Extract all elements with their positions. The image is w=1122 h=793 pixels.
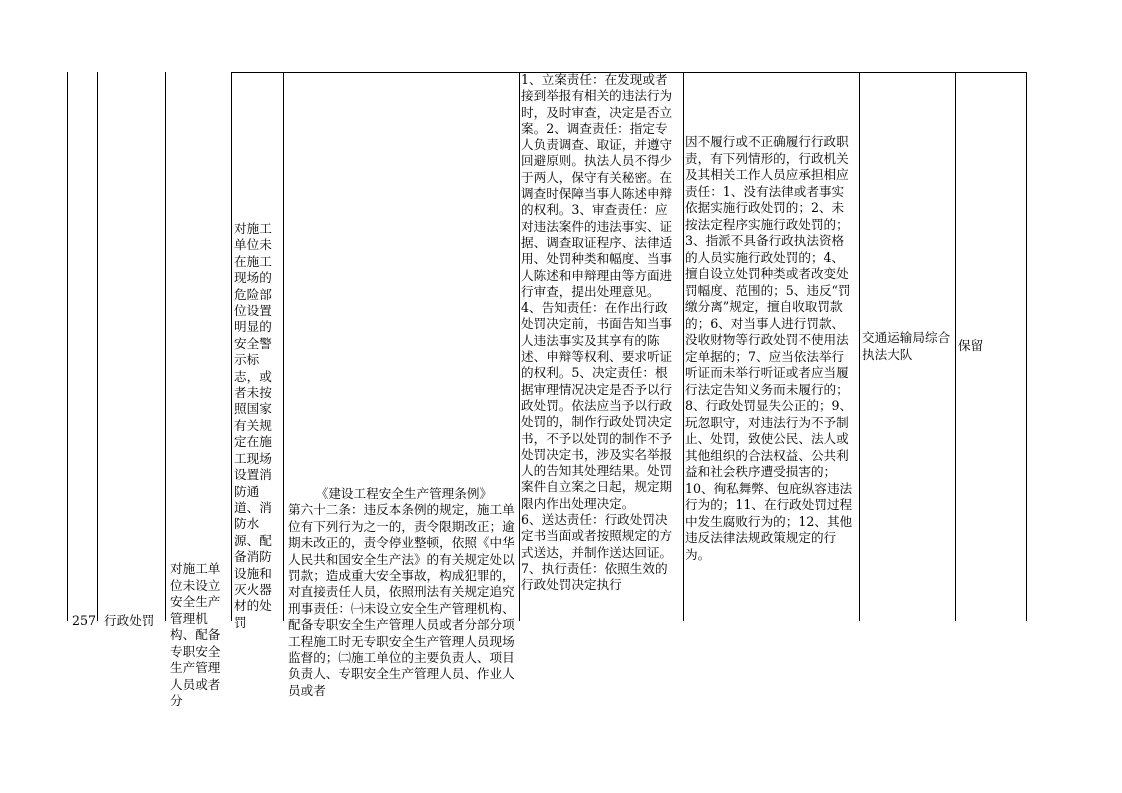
row-number-cell bbox=[68, 72, 97, 628]
responsibility-text: 1、立案责任：在发现或者接到举报有相关的违法行为时，及时审查，决定是否立案。2、调查责任：指定专人负责调查、取证，并遵守回避原则。执法人员不得少于两人，保守有关秘密。在调查时保障当事人陈述申辩的权利。3、审查责任：应对违法案件的违法事实、证据、调查取证程序、法律适用、处罚种类和幅度、当事人陈述和申辩理由等方面进行审查，提出处理意见。4、告知责任：在作出行政处罚决定前，书面告知当事人违法事实及其享有的陈述、申辩等权利、要求听证的权利。5、决定责任：根据审理情况决定是否予以行政处罚。依法应当予以行政处罚的，制作行政处罚决定书，不予以处罚的制作不予处罚决定书，涉及实名举报人的告知其处理结果。处罚案件自立案之日起，规定期限内作出处理决定。 6、送达责任：行政处罚决定书当面或者按照规定的方式送达，并制作送达回证。7、执行责任：依照生效的行政处罚决定执行 bbox=[521, 72, 673, 593]
legal-basis-body: 第六十二条：违反本条例的规定，施工单位有下列行为之一的，责令限期改正；逾期未改正的，责令停业整顿，依照《中华人民共和国安全生产法》的有关规定处以罚款；造成重大安全事故，构成犯罪的，对直接责任人员，依照刑法有关规定追究刑事责任：㈠未设立安全生产管理机构、配备专职安全生产管理人员或者分部分项工程施工时无专职安全生产管理人员现场监督的；㈡施工单位的主要负责人、项目负责人、专职安全生产管理人员、作业人员或者 bbox=[288, 502, 515, 698]
legal-basis-cell bbox=[284, 72, 518, 698]
legal-basis-title: 《建设工程安全生产管理条例》 bbox=[315, 486, 493, 501]
status-text: 保留 bbox=[958, 338, 984, 353]
legal-basis bbox=[288, 486, 516, 699]
status-cell bbox=[956, 72, 1025, 621]
item-name-text: 对施工单位未在施工现场的危险部位设置明显的安全警示标志，或者未按照国家有关规定在施工现场设置消防通道、消防水源、配备消防设施和灭火器材的处罚 bbox=[234, 221, 272, 630]
sub-item-cell bbox=[166, 72, 230, 708]
power-type-cell bbox=[98, 72, 164, 628]
implementing-body-cell bbox=[860, 72, 954, 621]
implementing-body-text: 交通运输局综合执法大队 bbox=[862, 330, 951, 362]
sub-item-text: 对施工单位未设立安全生产管理机构、配备专职安全生产管理人员或者分 bbox=[170, 561, 221, 708]
item-name-cell bbox=[232, 72, 282, 630]
col-border bbox=[1026, 72, 1027, 621]
responsibility-cell bbox=[520, 72, 682, 621]
accountability-text: 因不履行或不正确履行行政职责，有下列情形的，行政机关及其相关工作人员应承担相应责任：1、没有法律或者事实依据实施行政处罚的；2、未按法定程序实施行政处罚的；3、指派不具备行政执法资格的人员实施行政处罚的；4、擅自设立处罚种类或者改变处罚幅度、范围的；5、违反“罚缴分离”规定，擅自收取罚款的；6、对当事人进行罚款、没收财物等行政处罚不使用法定单据的；7、应当依法举行听证而未举行听证或者应当履行法定告知义务而未履行的；8、行政处罚显失公正的；9、玩忽职守，对违法行为不予制止、处罚，致使公民、法人或其他组织的合法权益、公共利益和社会秩序遭受损害的；10、徇私舞弊、包庇纵容违法行为的；11、在行政处罚过程中发生腐败行为的；12、其他违反法律法规政策规定的行为。 bbox=[685, 134, 853, 562]
accountability-cell bbox=[684, 72, 858, 621]
row-number: 257 bbox=[72, 613, 97, 628]
power-type: 行政处罚 bbox=[104, 613, 155, 628]
